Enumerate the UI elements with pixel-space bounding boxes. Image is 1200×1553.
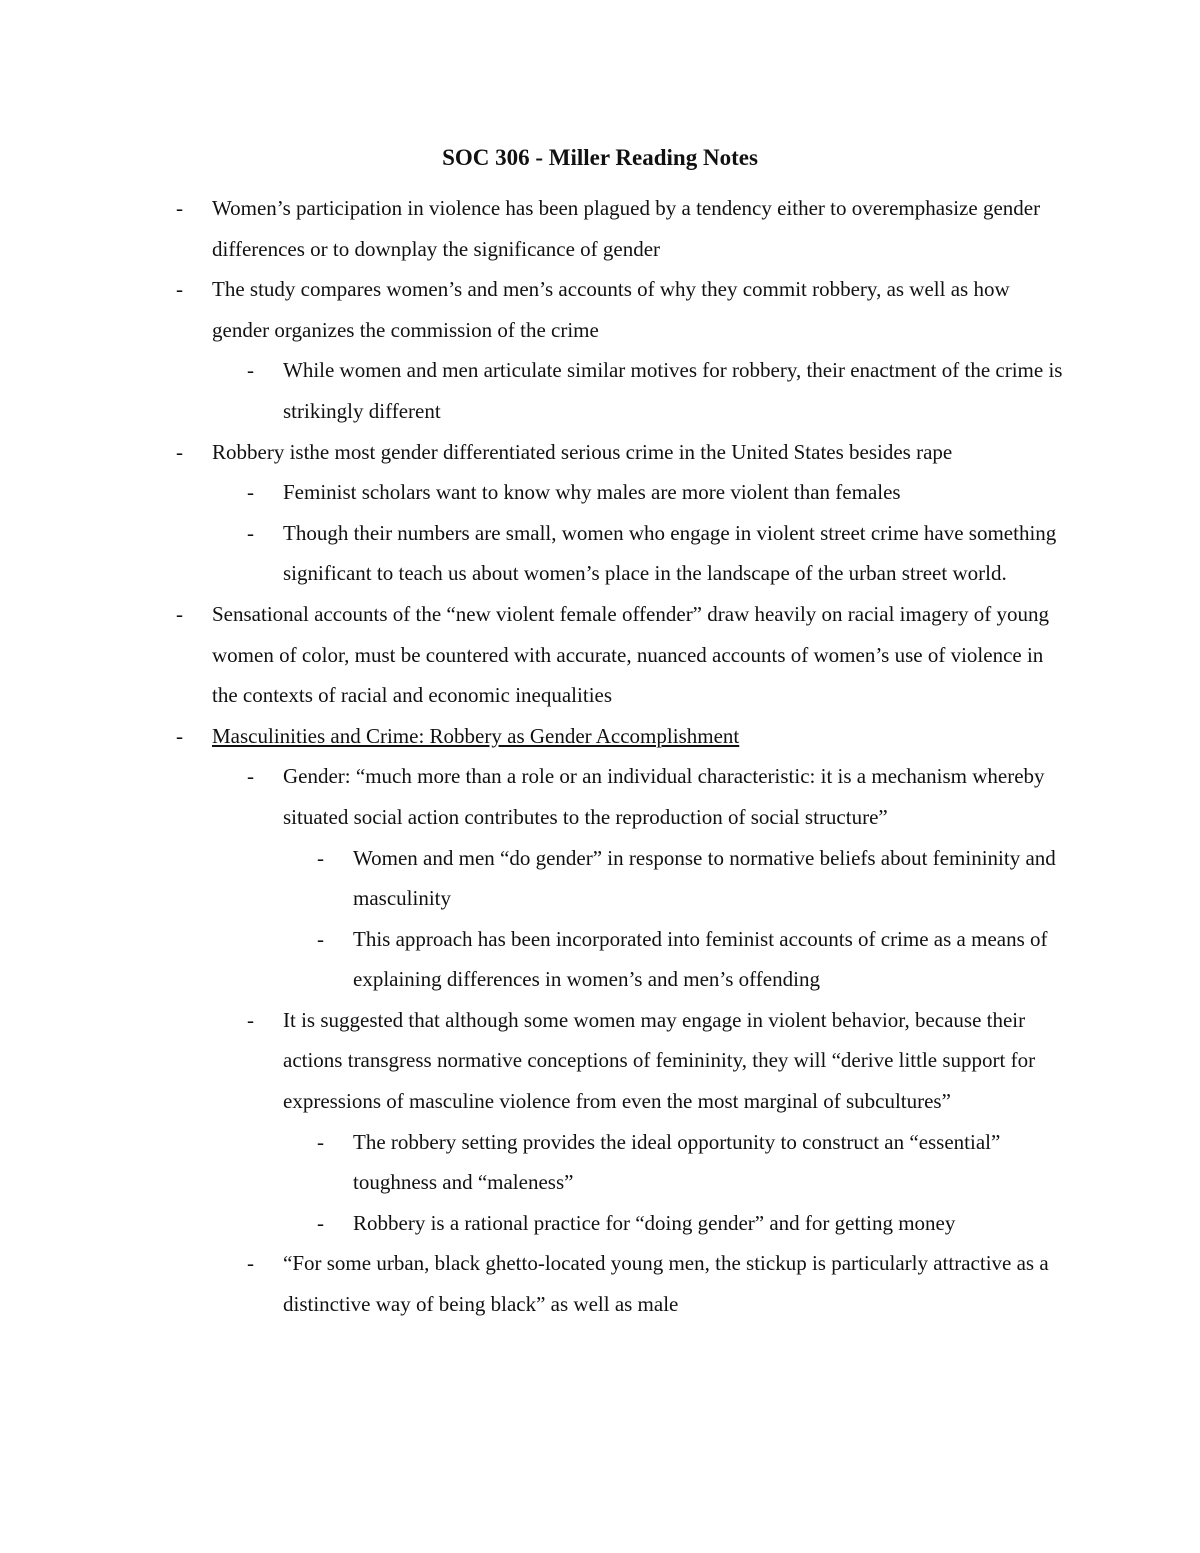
list-item — [247, 350, 1063, 431]
bullet-dash: - — [176, 196, 183, 220]
list-item-text: “For some urban, black ghetto-located young men, the stickup is particularly attractive as a distinctive way of being black” as well as male — [283, 1251, 1049, 1317]
list-item-text: Women and men “do gender” in response to normative beliefs about femininity and masculinity — [353, 845, 1056, 911]
list-item-text: The robbery setting provides the ideal opportunity to construct an “essential” toughness and “maleness” — [353, 1129, 1001, 1195]
list-item — [247, 513, 1063, 594]
list-item — [176, 432, 1062, 473]
bullet-dash: - — [176, 601, 183, 626]
document-title: SOC 306 - Miller Reading Notes — [442, 145, 758, 170]
list-item — [176, 594, 1062, 716]
list-item-text: Sensational accounts of the “new violent female offender” draw heavily on racial imagery of young women of color, must be countered with accurate, nuanced accounts of women’s use of violence in the contexts of racial and economic inequalities — [212, 601, 1049, 708]
list-item-text: It is suggested that although some women may engage in violent behavior, because their actions transgress normative conceptions of femininity, they will “derive little support for expressions of masculine violence from even the most marginal of subcultures” — [283, 1007, 1036, 1114]
list-item — [317, 1122, 1063, 1203]
list-item — [247, 756, 1063, 837]
list-item — [176, 188, 1062, 269]
bullet-dash: - — [247, 358, 254, 383]
list-item-text: Women’s participation in violence has been plagued by a tendency either to overemphasize gender differences or to downplay the significance of gender — [212, 196, 1041, 261]
list-item-text: Robbery isthe most gender differentiated serious crime in the United States besides rape — [212, 439, 953, 464]
list-item — [247, 1000, 1063, 1122]
list-item — [247, 1243, 1063, 1324]
list-item — [176, 269, 1062, 350]
bullet-dash: - — [317, 1210, 324, 1235]
section-heading: Masculinities and Crime: Robbery as Gender Accomplishment — [212, 723, 740, 748]
list-item — [247, 472, 1063, 513]
bullet-dash: - — [176, 439, 183, 464]
list-item — [317, 838, 1063, 919]
bullet-dash: - — [247, 1007, 254, 1032]
bullet-dash: - — [247, 480, 254, 505]
bullet-dash: - — [247, 1251, 254, 1276]
list-item-text: The study compares women’s and men’s accounts of why they commit robbery, as well as how gender organizes the commission of the crime — [212, 277, 1010, 342]
bullet-dash: - — [247, 764, 254, 789]
list-item-text: Robbery is a rational practice for “doing gender” and for getting money — [353, 1210, 956, 1235]
bullet-dash: - — [176, 723, 183, 748]
list-item — [317, 1203, 1063, 1244]
list-item-text: Though their numbers are small, women who engage in violent street crime have something significant to teach us about women’s place in the landscape of the urban street world. — [283, 520, 1057, 586]
bullet-dash: - — [317, 1129, 324, 1154]
bullet-dash: - — [317, 845, 324, 870]
bullet-dash: - — [176, 277, 183, 302]
list-item-text: While women and men articulate similar motives for robbery, their enactment of the crime is strikingly different — [283, 358, 1063, 423]
list-item-text: This approach has been incorporated into feminist accounts of crime as a means of explaining differences in women’s and men’s offending — [353, 926, 1048, 992]
list-item — [317, 919, 1063, 1000]
list-item-text: Feminist scholars want to know why males are more violent than females — [283, 480, 901, 505]
list-item-text: Gender: “much more than a role or an individual characteristic: it is a mechanism whereby situated social action contributes to the reproduction of social structure” — [283, 764, 1045, 829]
notes-list — [0, 188, 1200, 1325]
section-heading-item — [176, 716, 1062, 757]
bullet-dash: - — [247, 520, 254, 545]
bullet-dash: - — [317, 926, 324, 951]
